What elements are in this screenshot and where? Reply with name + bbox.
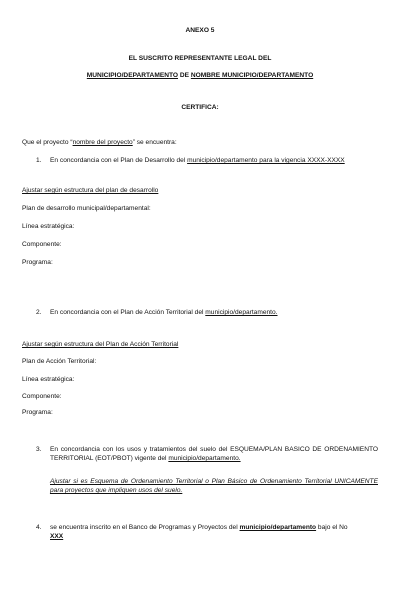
item-3-entity: municipio/departamento. (168, 455, 241, 462)
entity-name: NOMBRE MUNICIPIO/DEPARTAMENTO (190, 72, 314, 79)
block-1-field-linea: Línea estratégica: (22, 223, 75, 230)
block-2-note: Ajustar según estructura del Plan de Acción Territorial (22, 341, 179, 348)
item-2-text-a: En concordancia con el Plan de Acción Territorial del (50, 309, 206, 316)
block-1-field-componente: Componente: (22, 241, 62, 248)
item-2-number: 2. (36, 309, 42, 316)
item-1-entity: municipio/departamento para la vigencia XXXX-XXXX (187, 157, 345, 164)
block-2-field-plan: Plan de Acción Territorial: (22, 358, 97, 365)
item-4-number: 4. (36, 524, 42, 531)
entity-line (0, 72, 400, 80)
item-1-text (50, 157, 345, 165)
entity-type: MUNICIPIO/DEPARTAMENTO (86, 72, 179, 79)
item-4-text-a: se encuentra inscrito en el Banco de Programas y Proyectos del (50, 524, 240, 531)
issuer-line: EL SUSCRITO REPRESENTANTE LEGAL DEL (128, 55, 272, 62)
item-3-text-a: En concordancia con los usos y tratamientos del suelo del ESQUEMA/PLAN BASICO DE ORDENAMIENTO TERRITORIAL (EOT/PBOT) vigente del (50, 446, 378, 462)
item-2-text (50, 309, 278, 317)
annex-title: ANEXO 5 (185, 27, 215, 34)
block-1-note: Ajustar según estructura del plan de desarrollo (22, 187, 159, 194)
project-name-placeholder: nombre del proyecto (72, 139, 133, 146)
block-2-field-linea: Línea estratégica: (22, 376, 75, 383)
item-1-text-a: En concordancia con el Plan de Desarrollo del (50, 157, 188, 164)
item-2-entity: municipio/departamento. (205, 309, 278, 316)
entity-connector: DE (178, 72, 191, 79)
item-3-number: 3. (36, 446, 42, 453)
intro-text-a: Que el proyecto “ (22, 139, 73, 146)
item-4-text (50, 524, 348, 532)
item-4-entity: municipio/departamento (239, 524, 317, 531)
block-2-field-programa: Programa: (22, 409, 53, 416)
item-3-text (50, 445, 378, 463)
block-1-field-plan: Plan de desarrollo municipal/departamental: (22, 205, 151, 212)
item-1-number: 1. (36, 157, 42, 164)
item-4-text-c: bajo el No (316, 524, 348, 531)
block-1-field-programa: Programa: (22, 259, 53, 266)
intro-text-c: ” se encuentra: (132, 139, 177, 146)
item-3-note: Ajustar si es Esquema de Ordenamiento Territorial o Plan Básico de Ordenamiento Territorial UNICAMENTE para proyectos que impliquen usos del suelo. (50, 478, 378, 494)
item-4-number-placeholder: XXX (50, 533, 64, 540)
intro-line (22, 139, 177, 147)
block-2-field-componente: Componente: (22, 393, 62, 400)
certifica-heading: CERTIFICA: (181, 104, 219, 111)
